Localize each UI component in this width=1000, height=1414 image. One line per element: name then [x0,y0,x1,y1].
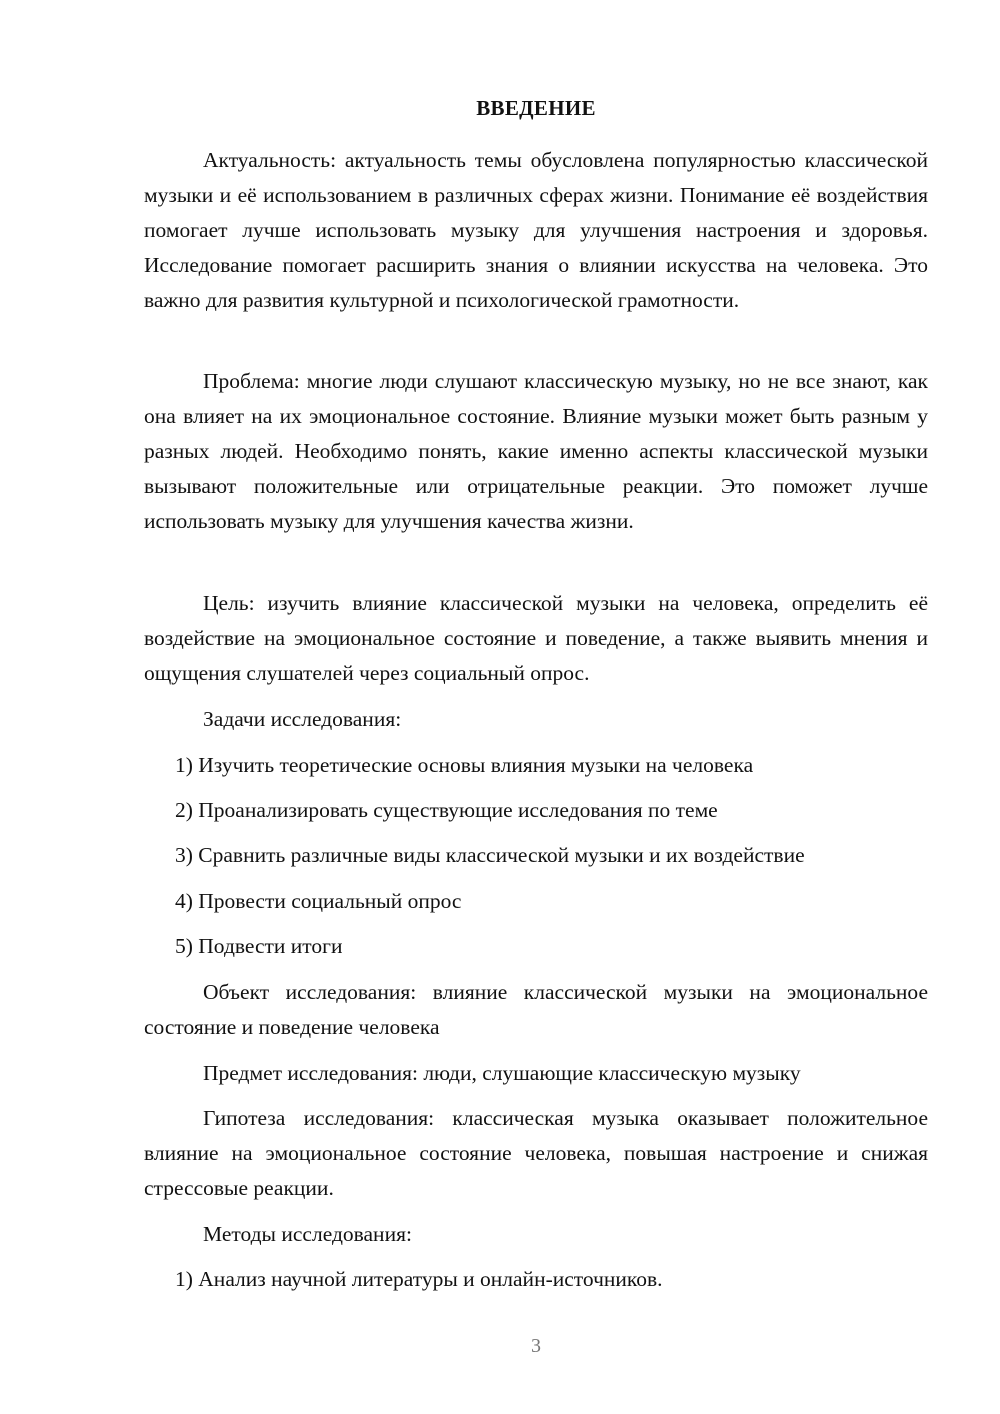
methods-heading: Методы исследования: [203,1222,412,1246]
task-item-5: 5) Подвести итоги [175,934,343,958]
tasks-heading: Задачи исследования: [203,707,402,731]
method-item-1: 1) Анализ научной литературы и онлайн-источников. [175,1267,663,1291]
task-item-4: 4) Провести социальный опрос [175,889,462,913]
task-item-2: 2) Проанализировать существующие исследования по теме [175,798,718,822]
task-item-3: 3) Сравнить различные виды классической музыки и их воздействие [175,843,805,867]
page-title: ВВЕДЕНИЕ [476,96,596,120]
paragraph-hypothesis: Гипотеза исследования: классическая музыка оказывает положительное влияние на эмоциональное состояние человека, повышая настроение и снижая стрессовые реакции. [144,1106,928,1200]
paragraph-object: Объект исследования: влияние классической музыки на эмоциональное состояние и поведение человека [144,980,928,1039]
paragraph-goal: Цель: изучить влияние классической музыки на человека, определить её воздействие на эмоциональное состояние и поведение, а также выявить мнения и ощущения слушателей через социальный опрос. [144,591,928,685]
paragraph-subject: Предмет исследования: люди, слушающие классическую музыку [203,1061,801,1085]
page-number: 3 [531,1335,541,1357]
paragraph-relevance: Актуальность: актуальность темы обусловлена популярностью классической музыки и её использованием в различных сферах жизни. Понимание её воздействия помогает лучше использовать музыку для улучшения настроения и здоровья. Исследование помогает расширить знания о влиянии искусства на человека. Это важно для развития культурной и психологической грамотности. [144,148,928,312]
paragraph-problem: Проблема: многие люди слушают классическую музыку, но не все знают, как она влияет на их эмоциональное состояние. Влияние музыки может быть разным у разных людей. Необходимо понять, какие именно аспекты классической музыки вызывают положительные или отрицательные реакции. Это поможет лучше использовать музыку для улучшения качества жизни. [144,369,928,533]
task-item-1: 1) Изучить теоретические основы влияния музыки на человека [175,753,754,777]
